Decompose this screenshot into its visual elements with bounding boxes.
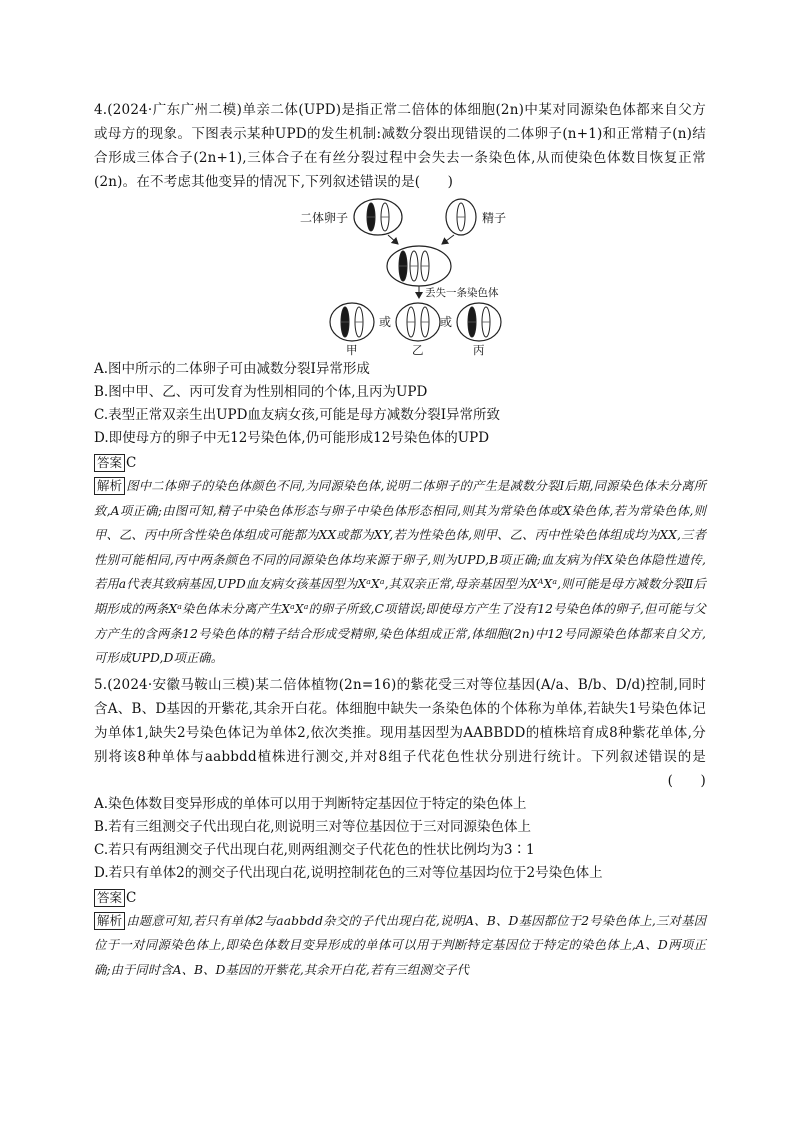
q4-option-d: D.即使母方的卵子中无12号染色体,仍可能形成12号染色体的UPD <box>94 430 490 446</box>
q5-explanation <box>94 909 706 983</box>
q4-explain-tag: 解析 <box>94 477 125 495</box>
q4-answer-tag: 答案 <box>94 454 125 472</box>
page-content <box>94 98 706 983</box>
q5-stem-text: 5.(2024·安徽马鞍山三模)某二倍体植物(2n=16)的紫花受三对等位基因(A/a、B/b、D/d)控制,同时含A、B、D基因的开紫花,其余开白花。体细胞中缺失一条染色体的个体称为单体,若缺失1号染色体记为单体1,缺失2号染色体记为单体2,依次类推。现用基因型为AABBDD的植株培育成8种紫花单体,分别将该8种单体与aabbdd植株进行测交,并对8组子代花色性状分别进行统计。下列叙述错误的是 <box>94 676 706 765</box>
or-label-1: 或 <box>379 315 392 329</box>
q5-paren: ( ) <box>667 772 706 789</box>
loss-label: 丢失一条染色体 <box>425 287 499 299</box>
cell-jia <box>330 303 374 341</box>
q4-explanation <box>94 474 706 671</box>
sperm-label: 精子 <box>482 211 507 225</box>
egg-cell <box>354 199 402 235</box>
q4-option-c: C.表型正常双亲生出UPD血友病女孩,可能是母方减数分裂Ⅰ异常所致 <box>94 407 501 423</box>
q5-option-b: B.若有三组测交子代出现白花,则说明三对等位基因位于三对同源染色体上 <box>94 818 532 835</box>
cell-yi <box>396 303 440 341</box>
q4-option-a: A.图中所示的二体卵子可由减数分裂Ⅰ异常形成 <box>94 361 370 377</box>
arrow-egg-to-zygote <box>388 235 398 244</box>
label-bing: 丙 <box>473 343 485 356</box>
label-yi: 乙 <box>412 343 424 356</box>
q5-answer-tag: 答案 <box>94 889 125 907</box>
q5-answer: C <box>126 889 137 906</box>
sperm-cell <box>446 199 476 235</box>
trisomic-zygote <box>387 246 451 286</box>
upd-diagram-svg <box>94 198 706 356</box>
q5-explanation-text: 由题意可知,若只有单体2与aabbdd杂交的子代出现白花,说明A、B、D基因都位于2号染色体上,三对基因位于一对同源染色体上,即染色体数目变异形成的单体可以用于判断特定基因位于特定的染色体上,A、D两项正确;由于同时含A、B、D基因的开紫花,其余开白花,若有三组测交子代 <box>94 913 706 977</box>
q4-answer: C <box>126 455 137 471</box>
label-jia: 甲 <box>346 343 358 356</box>
cell-bing <box>457 303 501 341</box>
question-5-stem <box>94 673 706 793</box>
question-4-stem: 4.(2024·广东广州二模)单亲二体(UPD)是指正常二倍体的体细胞(2n)中某对同源染色体都来自父方或母方的现象。下图表示某种UPD的发生机制:减数分裂出现错误的二体卵子(n+1)和正常精子(n)结合形成三体合子(2n+1),三体合子在有丝分裂过程中会失去一条染色体,从而使染色体数目恢复正常(2n)。在不考虑其他变异的情况下,下列叙述错误的是( ) <box>94 102 706 190</box>
or-label-2: 或 <box>440 315 453 329</box>
egg-label: 二体卵子 <box>300 211 349 225</box>
q4-option-b: B.图中甲、乙、丙可发育为性别相同的个体,且丙为UPD <box>94 384 428 400</box>
q5-option-a: A.染色体数目变异形成的单体可以用于判断特定基因位于特定的染色体上 <box>94 795 527 812</box>
q5-option-c: C.若只有两组测交子代出现白花,则两组测交子代花色的性状比例均为3∶1 <box>94 841 535 858</box>
q5-explain-tag: 解析 <box>94 912 125 930</box>
arrow-sperm-to-zygote <box>442 235 454 244</box>
upd-mechanism-diagram <box>94 198 706 356</box>
q5-answer-row <box>94 887 706 909</box>
q4-explanation-text: 图中二体卵子的染色体颜色不同,为同源染色体,说明二体卵子的产生是减数分裂Ⅰ后期,同源染色体未分离所致,A项正确;由图可知,精子中染色体形态与卵子中染色体形态相同,则其为常染色体或X染色体,若为常染色体,则甲、乙、丙中所含性染色体组成可能都为XX或都为XY,若为性染色体,则甲、乙、丙中性染色体组成均为XX,三者性别可能相同,丙中两条颜色不同的同源染色体均来源于卵子,则为UPD,B项正确;血友病为伴X染色体隐性遗传,若用a代表其致病基因,UPD血友病女孩基因型为XᵃXᵃ,其双亲正常,母亲基因型为XᴬXᵃ,则可能是母方减数分裂Ⅱ后期形成的两条Xᵃ染色体未分离产生XᵃXᵃ的卵子所致,C项错误;即使母方产生了没有12号染色体的卵子,但可能与父方产生的含两条12号染色体的精子结合形成受精卵,染色体组成正常,体细胞(2n)中12号同源染色体都来自父方,可形成UPD,D项正确。 <box>94 479 706 666</box>
q5-option-d: D.若只有单体2的测交子代出现白花,说明控制花色的三对等位基因均位于2号染色体上 <box>94 864 603 881</box>
q4-answer-row <box>94 452 706 474</box>
